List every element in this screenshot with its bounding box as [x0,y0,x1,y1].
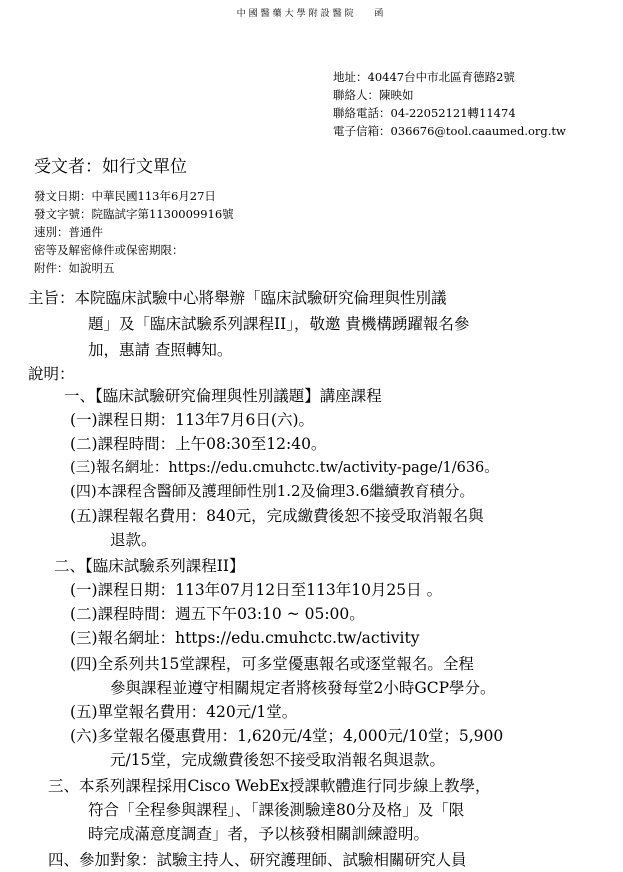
attachment: 附件：如說明五 [34,261,115,275]
recipient: 受文者：如行文單位 [34,157,187,177]
explain-label: 說明： [28,365,75,383]
section-item: (四)全系列共15堂課程，可多堂優惠報名或逐堂報名。全程 [70,655,474,673]
section-heading: 四、參加對象：試驗主持人、研究護理師、試驗相關研究人員 [48,851,467,869]
section-heading: 一、【臨床試驗研究倫理與性別議題】講座課程 [64,387,382,405]
section-item: 符合「全程參與課程」、「課後測驗達80分及格」及「限 [88,801,465,819]
section-item: (一)課程日期：113年7月6日(六)。 [70,411,314,429]
section-item: 元/15堂，完成繳費後恕不接受取消報名與退款。 [110,751,445,769]
contact-phone: 聯絡電話：04-22052121轉11474 [333,106,516,120]
section-item: 退款。 [110,531,157,549]
section-item: 時完成滿意度調查」者，予以核發相關訓練證明。 [88,825,430,843]
section-item: 參與課程並遵守相關規定者將核發每堂2小時GCP學分。 [110,679,496,697]
subject-line: 主旨：本院臨床試驗中心將舉辦「臨床試驗研究倫理與性別議 [28,289,447,307]
classification: 密等及解密條件或保密期限： [34,243,184,257]
subject-line: 加，惠請 查照轉知。 [88,341,233,359]
section-item: (三)報名網址：https://edu.cmuhctc.tw/activity-page/1/636。 [70,460,499,476]
section-item: (三)報名網址：https://edu.cmuhctc.tw/activity [70,629,420,647]
priority: 速別：普通件 [34,225,103,239]
section-heading: 二、【臨床試驗系列課程II】 [54,557,245,575]
contact-email: 電子信箱：036676@tool.caaumed.org.tw [333,124,566,138]
document-title: 中國醫藥大學附設醫院 函 [236,9,387,19]
contact-address: 地址：40447台中市北區育德路2號 [333,70,515,84]
section-item: (五)課程報名費用：840元，完成繳費後恕不接受取消報名與 [70,507,484,525]
subject-line: 題」及「臨床試驗系列課程II」，敬邀 貴機構踴躍報名參 [88,315,470,333]
section-item: (二)課程時間：上午08:30至12:40。 [70,435,327,453]
section-item: (二)課程時間：週五下午03:10 ~ 05:00。 [70,605,365,623]
section-item: (一)課程日期：113年07月12日至113年10月25日 。 [70,581,443,599]
section-item: (四)本課程含醫師及護理師性別1.2及倫理3.6繼續教育積分。 [70,482,475,500]
section-item: (六)多堂報名優惠費用：1,620元/4堂；4,000元/10堂；5,900 [70,727,504,745]
contact-person: 聯絡人：陳映如 [333,88,414,102]
document-number: 發文字號：院臨試字第1130009916號 [34,207,234,221]
issue-date: 發文日期：中華民國113年6月27日 [34,189,216,203]
section-heading: 三、本系列課程採用Cisco WebEx授課軟體進行同步線上教學， [48,777,491,795]
section-item: (五)單堂報名費用：420元/1堂。 [70,703,298,721]
